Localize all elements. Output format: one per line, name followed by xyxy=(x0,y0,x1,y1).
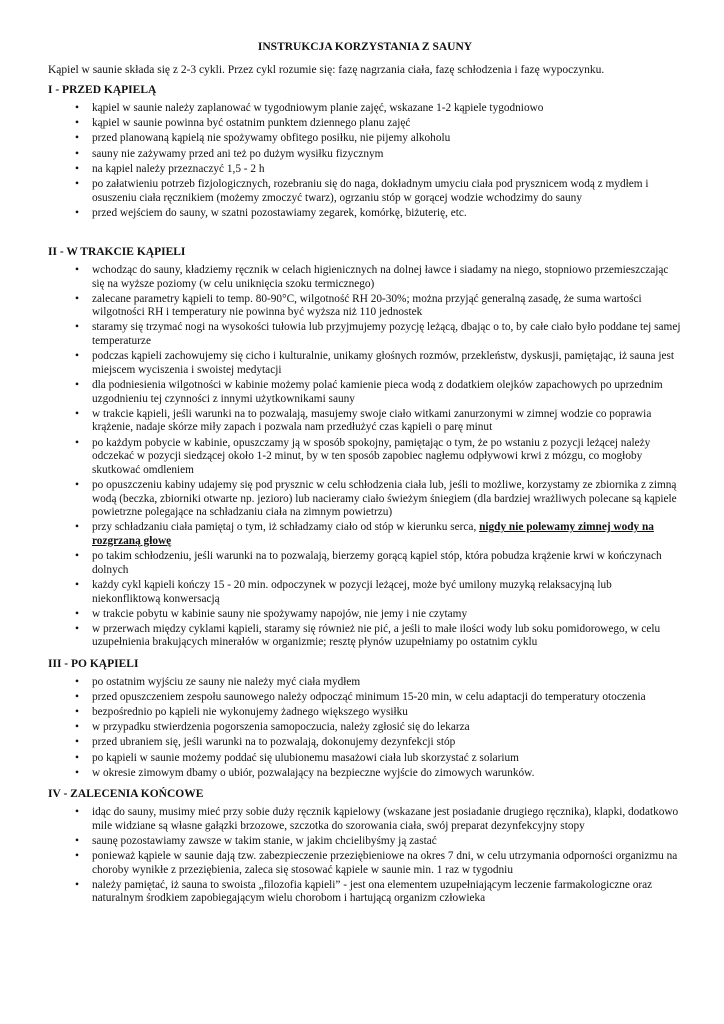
document-intro: Kąpiel w saunie składa się z 2-3 cykli. Przez cykl rozumie się: fazę nagrzania ciała, fazę schłodzenia i fazę wypoczynku. xyxy=(48,64,605,76)
emphasized-warning: nigdy nie polewamy zimnej wody na rozgrzaną głowę xyxy=(92,521,654,547)
list-item: • w przerwach między cyklami kąpieli, staramy się również nie pić, a jeśli to małe ilości wody lub soku pomidorowego, w celu uzupełnienia brakujących minerałów w organizmie; resztę płynów uzupełniamy po ostatnim cyklu xyxy=(92,623,682,650)
list-item: • ponieważ kąpiele w saunie dają tzw. zabezpieczenie przeziębieniowe na okres 7 dni, w celu utrzymania odporności organizmu na choroby wynikłe z przeziębienia, zaleca się stosować kąpiele w saunie min. 1 raz w tygodniu xyxy=(92,850,682,877)
list-item-text: przy schładzaniu ciała pamiętaj o tym, iż schładzamy ciało od stóp w kierunku serca, xyxy=(92,521,480,534)
list-item: • kąpiel w saunie należy zaplanować w tygodniowym planie zajęć, wskazane 1-2 kąpiele tygodniowo xyxy=(92,102,682,116)
list-item: • zalecane parametry kąpieli to temp. 80-90°C, wilgotność RH 20-30%; można przyjąć generalną zasadę, że suma wartości wilgotności RH i temperatury nie powinna być wyższa niż 110 jednostek xyxy=(92,293,682,320)
list-item: • idąc do sauny, musimy mieć przy sobie duży ręcznik kąpielowy (wskazane jest posiadanie drugiego ręcznika), klapki, dodatkowo mile widziane są własne gałązki brzozowe, szczotka do szorowania ciała, swój preparat dezynfekcyjny stopy xyxy=(92,806,682,833)
list-item: • po każdym pobycie w kabinie, opuszczamy ją w sposób spokojny, pamiętając o tym, że po wstaniu z pozycji leżącej należy odczekać w pozycji siedzącej około 1-2 minut, by w ten sposób zapobiec nagłemu odpływowi krwi z mózgu, co mogłoby skutkować omdleniem xyxy=(92,437,682,478)
section-heading: III - PO KĄPIELI xyxy=(48,657,139,670)
list-item xyxy=(92,521,682,548)
section-heading: II - W TRAKCIE KĄPIELI xyxy=(48,245,186,258)
list-item: • przed ubraniem się, jeśli warunki na to pozwalają, dokonujemy dezynfekcji stóp xyxy=(92,736,682,750)
list-item: • w trakcie pobytu w kabinie sauny nie spożywamy napojów, nie jemy i nie czytamy xyxy=(92,608,682,622)
bullet-list xyxy=(48,102,682,220)
bullet-list xyxy=(48,676,682,781)
list-item: • w trakcie kąpieli, jeśli warunki na to pozwalają, masujemy swoje ciało witkami zanurzonymi w zimnej wodzie co poprawia krążenie, nadaje skórze miły zapach i pozwala nam przedłużyć czas kąpieli o parę minut xyxy=(92,408,682,435)
list-item: • przed opuszczeniem zespołu saunowego należy odpocząć minimum 15-20 min, w celu adaptacji do temperatury otoczenia xyxy=(92,691,682,705)
section-heading: I - PRZED KĄPIELĄ xyxy=(48,84,157,96)
list-item: • staramy się trzymać nogi na wysokości tułowia lub przyjmujemy pozycję leżącą, dbając o to, by całe ciało było poddane tej samej temperaturze xyxy=(92,321,682,348)
list-item: • dla podniesienia wilgotności w kabinie możemy polać kamienie pieca wodą z dodatkiem olejków zapachowych po uprzednim uzgodnieniu tej czynności z innymi użytkownikami sauny xyxy=(92,379,682,406)
document-title: INSTRUKCJA KORZYSTANIA Z SAUNY xyxy=(257,41,473,53)
bullet-list xyxy=(48,264,682,650)
list-item: • należy pamiętać, iż sauna to swoista „filozofia kąpieli” - jest ona elementem uzupełniającym leczenie farmakologiczne oraz naturalnym środkiem zapobiegającym wielu chorobom i hartującą organizm człowieka xyxy=(92,879,682,906)
list-item: • po opuszczeniu kabiny udajemy się pod prysznic w celu schłodzenia ciała lub, jeśli to możliwe, korzystamy ze zbiornika z zimną wodą (beczka, zbiorniki otwarte np. jezioro) lub nacieramy ciało świeżym śniegiem (dla bardziej wrażliwych polecane są kąpiele powietrzne polegające na schładzaniu ciała na zimnym powietrzu) xyxy=(92,479,682,520)
sections-container xyxy=(48,83,682,906)
list-item: • po kąpieli w saunie możemy poddać się ulubionemu masażowi ciała lub skorzystać z solarium xyxy=(92,752,682,766)
list-item: • każdy cykl kąpieli kończy 15 - 20 min. odpoczynek w pozycji leżącej, może być umilony muzyką relaksacyjną lub niekonfliktową konwersacją xyxy=(92,579,682,606)
list-item: • w okresie zimowym dbamy o ubiór, pozwalający na bezpieczne wyjście do zimowych warunków. xyxy=(92,767,682,781)
list-item: • kąpiel w saunie powinna być ostatnim punktem dziennego planu zajęć xyxy=(92,117,682,131)
list-item: • na kąpiel należy przeznaczyć 1,5 - 2 h xyxy=(92,163,682,177)
list-item: • po ostatnim wyjściu ze sauny nie należy myć ciała mydłem xyxy=(92,676,682,690)
section-heading: IV - ZALECENIA KOŃCOWE xyxy=(48,787,204,800)
list-item: • saunę pozostawiamy zawsze w takim stanie, w jakim chcielibyśmy ją zastać xyxy=(92,835,682,849)
list-item: • w przypadku stwierdzenia pogorszenia samopoczucia, należy zgłosić się do lekarza xyxy=(92,721,682,735)
list-item: • bezpośrednio po kąpieli nie wykonujemy żadnego większego wysiłku xyxy=(92,706,682,720)
list-item: • po takim schłodzeniu, jeśli warunki na to pozwalają, bierzemy gorącą kąpiel stóp, która pobudza krążenie krwi w kończynach dolnych xyxy=(92,550,682,577)
list-item: • przed planowaną kąpielą nie spożywamy obfitego posiłku, nie pijemy alkoholu xyxy=(92,132,682,146)
list-item: • podczas kąpieli zachowujemy się cicho i kulturalnie, unikamy głośnych rozmów, przekleństw, dyskusji, pamiętając, iż sauna jest miejscem wyciszenia i swoistej medytacji xyxy=(92,350,682,377)
bullet-list xyxy=(48,806,682,906)
list-item: • przed wejściem do sauny, w szatni pozostawiamy zegarek, komórkę, biżuterię, etc. xyxy=(92,207,682,221)
list-item: • sauny nie zażywamy przed ani też po dużym wysiłku fizycznym xyxy=(92,148,682,162)
section-spacer xyxy=(48,222,682,245)
list-item: • po załatwieniu potrzeb fizjologicznych, rozebraniu się do naga, dokładnym umyciu ciała pod prysznicem wodą z mydłem i osuszeniu ciała ręcznikiem (możemy zmoczyć twarz), ogrzaniu stóp w gorącej wodzie wchodzimy do sauny xyxy=(92,178,682,205)
list-item: • wchodząc do sauny, kładziemy ręcznik w celach higienicznych na dolnej ławce i siadamy na niego, stopniowo przemieszczając się na wyższe poziomy (w celu uniknięcia szoku termicznego) xyxy=(92,264,682,291)
